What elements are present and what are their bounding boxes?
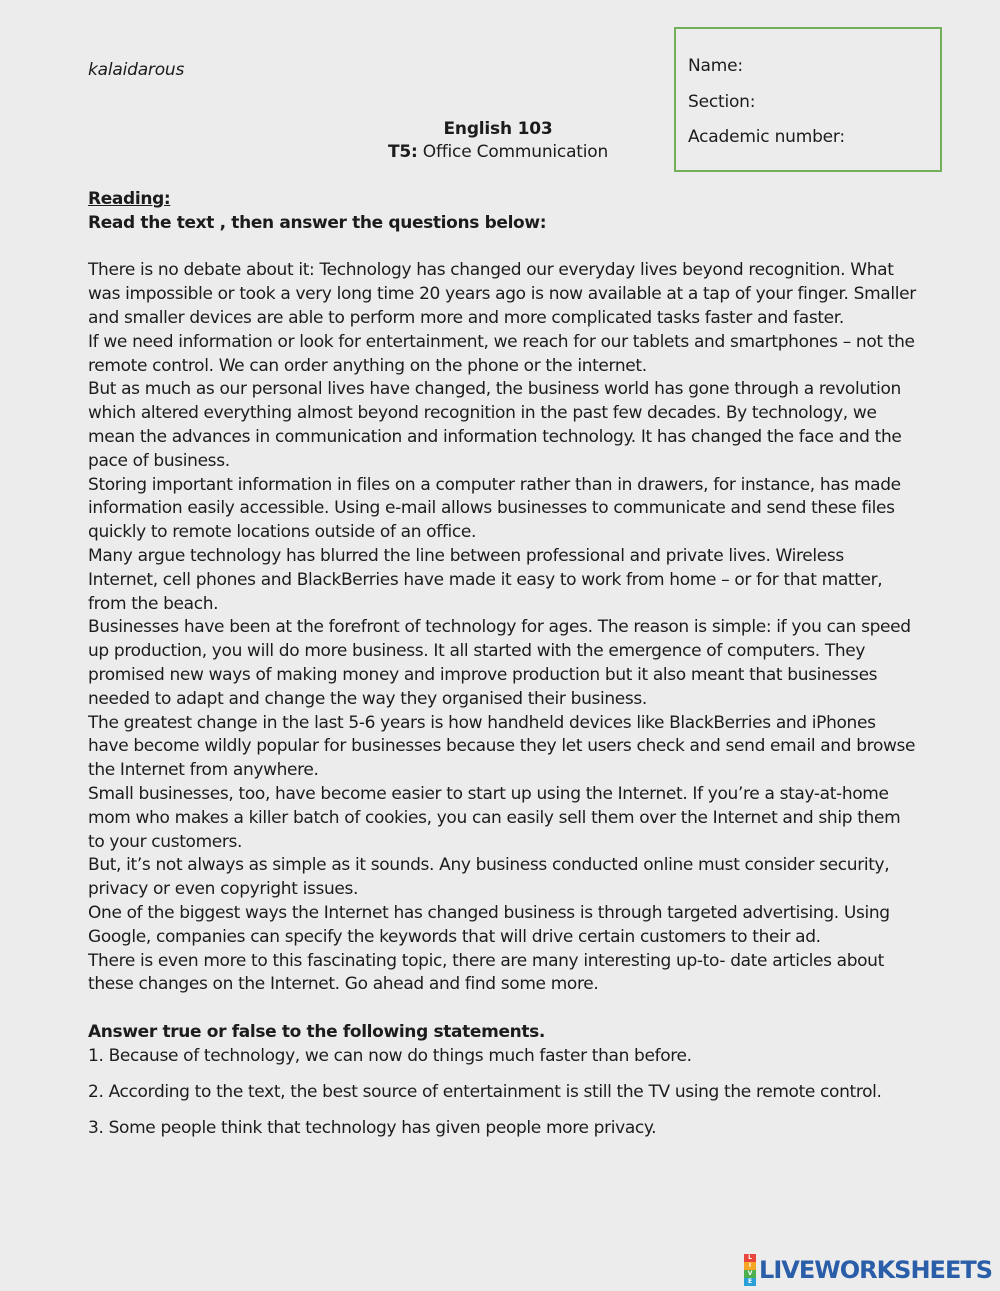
reading-passage: [88, 259, 918, 997]
passage-paragraph: One of the biggest ways the Internet has changed business is through targeted advertising. Using Google, companies can specify the keywords that will drive certain customers to their ad.: [88, 902, 890, 947]
reading-heading: Reading:: [88, 189, 171, 209]
passage-paragraph: There is even more to this fascinating topic, there are many interesting up-to- date articles about these changes on the Internet. Go ahead and find some more.: [88, 950, 884, 995]
course-code: English 103: [443, 119, 553, 139]
name-field-label: Name:: [688, 56, 743, 76]
reading-instruction: Read the text , then answer the questions below:: [88, 212, 547, 233]
course-heading: [300, 118, 696, 164]
academic-number-field-label: Academic number:: [688, 127, 845, 147]
passage-paragraph: There is no debate about it: Technology has changed our everyday lives beyond recognition. What was impossible or took a very long time 20 years ago is now available at a tap of your finger. Smaller and smaller devices are able to perform more and more complicated tasks faster and faster.: [88, 260, 916, 328]
brand-name: LIVEWORKSHEETS: [759, 1256, 992, 1284]
passage-paragraph: But as much as our personal lives have changed, the business world has gone through a revolution which altered everything almost beyond recognition in the past few decades. By technology, we mean the advances in communication and information technology. It has changed the face and the pace of business.: [88, 379, 902, 471]
passage-paragraph: If we need information or look for entertainment, we reach for our tablets and smartphones – not the remote control. We can order anything on the phone or the internet.: [88, 331, 915, 376]
logo-letter: I: [744, 1262, 756, 1270]
passage-paragraph: Storing important information in files on a computer rather than in drawers, for instance, has made information easily accessible. Using e-mail allows businesses to communicate and send these files quickly to remote locations outside of an office.: [88, 474, 901, 543]
passage-paragraph: The greatest change in the last 5-6 years is how handheld devices like BlackBerries and iPhones have become wildly popular for businesses because they let users check and send email and browse the Internet from anywhere.: [88, 712, 916, 781]
true-false-statement: 1. Because of technology, we can now do things much faster than before.: [88, 1045, 692, 1066]
section-field-label: Section:: [688, 91, 756, 112]
true-false-statement: 3. Some people think that technology has given people more privacy.: [88, 1118, 657, 1139]
logo-letter: L: [744, 1254, 756, 1262]
topic-label: T5:: [387, 142, 418, 162]
liveworksheets-logo-icon: [744, 1254, 756, 1286]
worksheet-body: [88, 188, 918, 1154]
topic-title: Office Communication: [422, 142, 609, 162]
true-false-list: [88, 1045, 918, 1141]
true-false-statement: 2. According to the text, the best source of entertainment is still the TV using the remote control.: [88, 1081, 882, 1102]
passage-paragraph: Many argue technology has blurred the line between professional and private lives. Wireless Internet, cell phones and BlackBerries have made it easy to work from home – or for that matter, from the beach.: [88, 545, 883, 614]
liveworksheets-brand: [744, 1254, 992, 1286]
student-info-box: [674, 27, 942, 172]
passage-paragraph: But, it’s not always as simple as it sounds. Any business conducted online must consider security, privacy or even copyright issues.: [88, 855, 890, 900]
author-name: kalaidarous: [88, 60, 185, 80]
logo-letter: E: [744, 1278, 756, 1286]
true-false-heading: Answer true or false to the following statements.: [88, 1021, 546, 1042]
passage-paragraph: Businesses have been at the forefront of technology for ages. The reason is simple: if you can speed up production, you will do more business. It all started with the emergence of computers. They promised new ways of making money and improve production but it also meant that businesses needed to adapt and change the way they organised their business.: [88, 617, 911, 709]
passage-paragraph: Small businesses, too, have become easier to start up using the Internet. If you’re a stay-at-home mom who makes a killer batch of cookies, you can easily sell them over the Internet and ship them to your customers.: [88, 783, 901, 852]
logo-letter: V: [744, 1270, 756, 1278]
